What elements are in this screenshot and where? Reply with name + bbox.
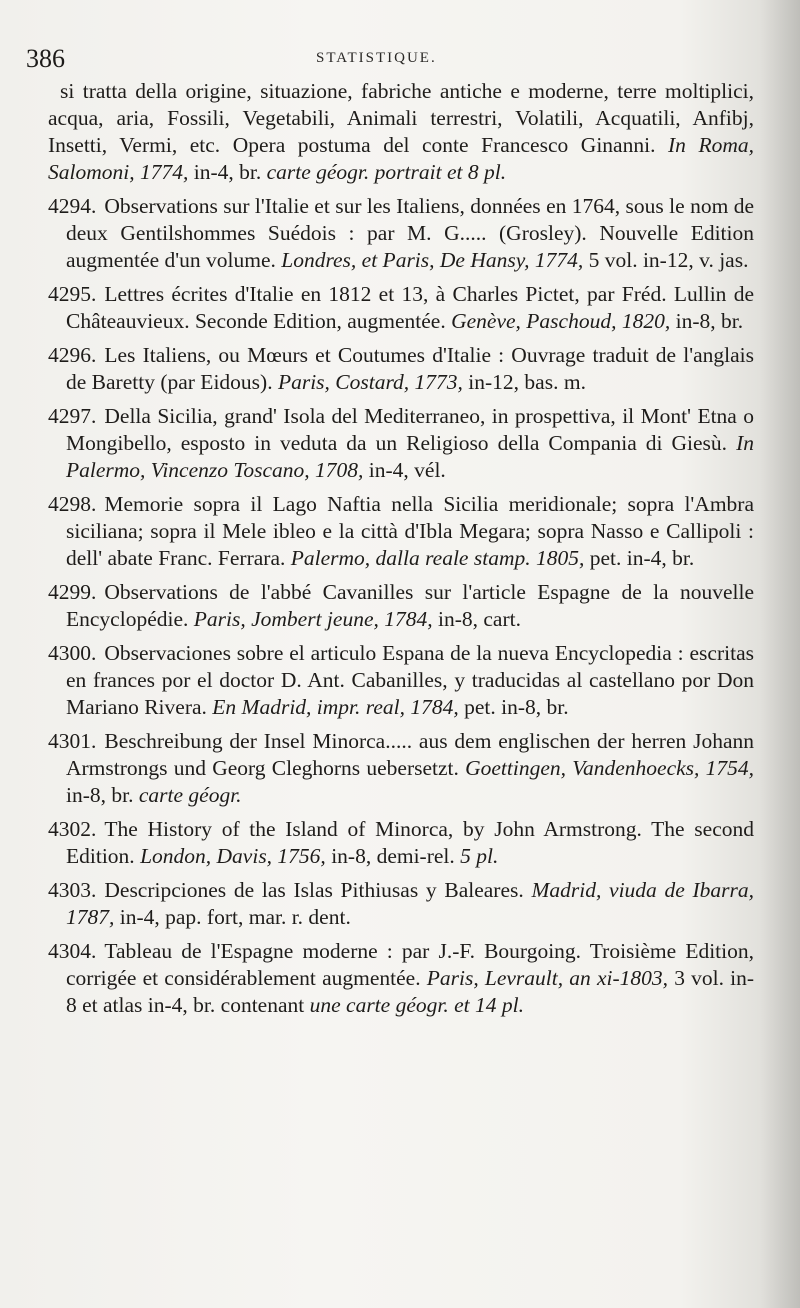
entry-format: in-4, pap. fort, mar. r. dent.	[119, 905, 351, 929]
entry-format: 5 vol. in-12, v. jas.	[588, 248, 749, 272]
catalog-entry	[48, 342, 754, 396]
entry-number: 4304.	[48, 939, 97, 963]
entry-number: 4294.	[48, 194, 97, 218]
entry-format: in-4, vél.	[368, 458, 446, 482]
catalog-entry	[48, 640, 754, 721]
entry-text: Memorie sopra il Lago Naftia nella Sicilia meridionale; sopra l'Ambra siciliana; sopra il Mele ibleo e la città d'Ibla Megara; sopra Nasso e Callipoli : dell' abate Franc. Ferrara.	[66, 492, 754, 570]
catalog-entry	[48, 728, 754, 809]
catalog-entry	[48, 491, 754, 572]
page-number: 386	[26, 44, 65, 73]
entry-format: in-8, br.	[66, 783, 134, 807]
catalog-entry	[48, 193, 754, 274]
catalog-entry	[48, 579, 754, 633]
catalog-entry	[48, 938, 754, 1019]
entry-number: 4299.	[48, 580, 97, 604]
entry-number: 4302.	[48, 817, 97, 841]
entry-text: si tratta della origine, situazione, fabriche antiche e moderne, terre moltiplici, acqua, aria, Fossili, Vegetabili, Animali terrestri, Volatili, Acquatili, Anfibj, Insetti, Vermi, etc. Opera postuma del conte Francesco Ginanni.	[48, 79, 754, 157]
entry-imprint: Paris, Levrault, an xi-1803,	[426, 966, 669, 990]
entry-text: Della Sicilia, grand' Isola del Mediterraneo, in prospettiva, il Mont' Etna o Mongibello, esposto in veduta da un Religioso della Compania di Giesù.	[66, 404, 754, 455]
entry-imprint: Goettingen, Vandenhoecks, 1754,	[465, 756, 754, 780]
entry-text: Les Italiens, ou Mœurs et Coutumes d'Italie : Ouvrage traduit de l'anglais de Baretty (par Eidous).	[66, 343, 754, 394]
entry-text: Descripciones de las Islas Pithiusas y Baleares.	[104, 878, 524, 902]
entry-imprint: Paris, Costard, 1773,	[277, 370, 463, 394]
entry-format: in-8, br.	[675, 309, 744, 333]
entry-imprint: Madrid, viuda de Ibarra, 1787,	[66, 878, 755, 929]
entry-number: 4301.	[48, 729, 97, 753]
entry-imprint: En Madrid, impr. real, 1784,	[212, 695, 459, 719]
entry-text: Observaciones sobre el articulo Espana de la nueva Encyclopedia : escritas en frances por el doctor D. Ant. Cabanilles, y traducidas al castellano por Don Mariano Rivera.	[66, 641, 754, 719]
entry-number: 4297.	[48, 404, 97, 428]
entry-number: 4300.	[48, 641, 97, 665]
entry-text: Lettres écrites d'Italie en 1812 et 13, à Charles Pictet, par Fréd. Lullin de Châteauvieux. Seconde Edition, augmentée.	[66, 282, 754, 333]
entry-text: Tableau de l'Espagne moderne : par J.-F. Bourgoing. Troisième Edition, corrigée et considérablement augmentée.	[66, 939, 754, 990]
entry-format: 3 vol. in-8 et atlas in-4, br. contenant	[66, 966, 755, 1017]
entry-format: in-4, br.	[193, 160, 262, 184]
entry-imprint: In Roma, Salomoni, 1774,	[48, 133, 754, 184]
entry-text: The History of the Island of Minorca, by John Armstrong. The second Edition.	[66, 817, 754, 868]
entry-number: 4296.	[48, 343, 97, 367]
entry-text: Observations sur l'Italie et sur les Italiens, données en 1764, sous le nom de deux Gentilshommes Suédois : par M. G..... (Grosley). Nouvelle Edition augmentée d'un volume.	[66, 194, 754, 272]
entry-imprint: In Palermo, Vincenzo Toscano, 1708,	[66, 431, 755, 482]
page-edge-shadow	[760, 0, 800, 1308]
catalog-entry	[48, 816, 754, 870]
running-head: STATISTIQUE.	[316, 50, 437, 66]
entry-number: 4298.	[48, 492, 97, 516]
entry-note: une carte géogr. et 14 pl.	[309, 993, 524, 1017]
entry-note: carte géogr.	[138, 783, 242, 807]
entry-format: in-12, bas. m.	[468, 370, 586, 394]
entry-format: pet. in-4, br.	[589, 546, 695, 570]
entry-format: pet. in-8, br.	[464, 695, 569, 719]
entry-text: Beschreibung der Insel Minorca..... aus dem englischen der herren Johann Armstrongs und Georg Cleghorns uebersetzt.	[66, 729, 754, 780]
entry-imprint: Paris, Jombert jeune, 1784,	[193, 607, 433, 631]
catalog-entry	[48, 281, 754, 335]
entry-format: in-8, cart.	[438, 607, 521, 631]
entry-imprint: Palermo, dalla reale stamp. 1805,	[290, 546, 585, 570]
catalog-entry	[48, 403, 754, 484]
entry-text: Observations de l'abbé Cavanilles sur l'article Espagne de la nouvelle Encyclopédie.	[66, 580, 754, 631]
entry-note: 5 pl.	[460, 844, 499, 868]
entry-imprint: Genève, Paschoud, 1820,	[451, 309, 671, 333]
entry-imprint: London, Davis, 1756,	[140, 844, 326, 868]
entry-number: 4303.	[48, 878, 97, 902]
catalog-entry	[48, 877, 754, 931]
catalog-entry	[48, 78, 754, 186]
entry-imprint: Londres, et Paris, De Hansy, 1774,	[281, 248, 584, 272]
entry-number: 4295.	[48, 282, 97, 306]
entry-note: carte géogr. portrait et 8 pl.	[266, 160, 507, 184]
entry-format: in-8, demi-rel.	[331, 844, 455, 868]
catalog-entries	[48, 78, 754, 1026]
